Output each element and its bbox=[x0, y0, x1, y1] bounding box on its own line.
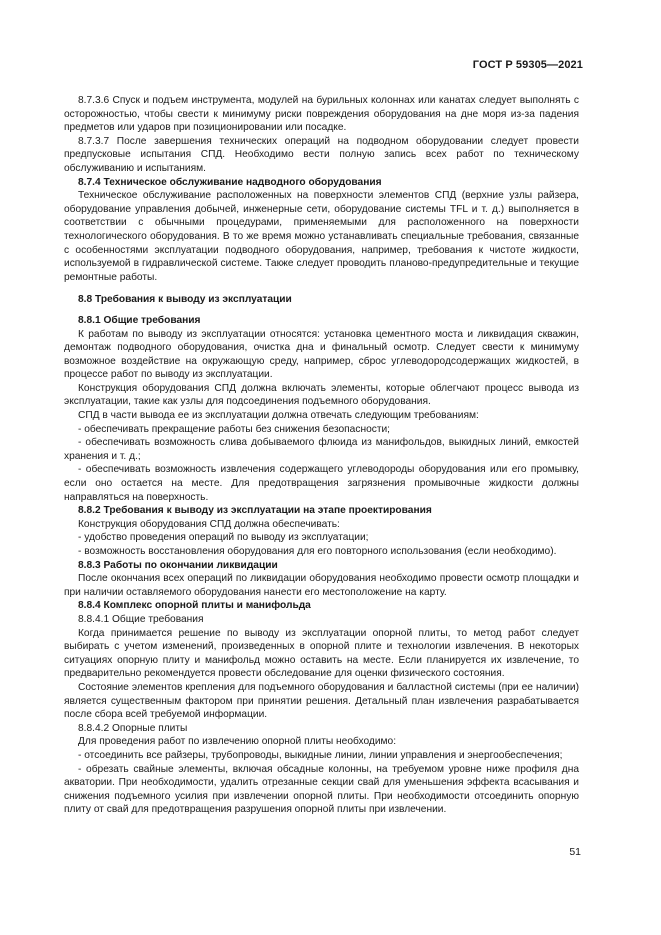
heading-8-8-1: 8.8.1 Общие требования bbox=[78, 314, 201, 326]
list-item: - возможность восстановления оборудования для его повторного использования (если необходимо). bbox=[78, 546, 557, 557]
page-number: 51 bbox=[569, 846, 581, 858]
list-item: - отсоединить все райзеры, трубопроводы, выкидные линии, линии управления и энергообеспечения; bbox=[78, 749, 563, 761]
page-body bbox=[64, 94, 579, 817]
heading-8-8-4: 8.8.4 Комплекс опорной плиты и манифольда bbox=[78, 600, 311, 612]
paragraph-requirements-intro: СПД в части вывода ее из эксплуатации должна отвечать следующим требованиям: bbox=[78, 410, 479, 422]
paragraph-after-liquidation: После окончания всех операций по ликвидации оборудования необходимо провести осмотр площадки и при наличии оставляемого оборудования нанести его местоположение на карту. bbox=[64, 573, 579, 598]
paragraph-baseplate-removal-intro: Для проведения работ по извлечению опорной плиты необходимо: bbox=[78, 736, 397, 748]
document-standard-number: ГОСТ Р 59305—2021 bbox=[472, 59, 583, 71]
list-item: - обрезать свайные элементы, включая обсадные колонны, на требуемом уровне ниже профиля дна акватории. При необходимости, удалить отрезанные секции свай для уменьшения эффекта всасывания и снижения подъемного усилия при извлечении опорной плиты. При необходимости отсоединить опорную плиту от свай для предотвращения разрушения опорной плиты при извлечении. bbox=[64, 763, 579, 816]
paragraph-design-elements: Конструкция оборудования СПД должна включать элементы, которые облегчают процесс вывода из эксплуатации, такие как узлы для подсоединения подъемного оборудования. bbox=[64, 382, 579, 408]
paragraph-design-must-provide: Конструкция оборудования СПД должна обеспечивать: bbox=[78, 518, 340, 530]
list-item: - удобство проведения операций по выводу из эксплуатации; bbox=[78, 532, 369, 544]
heading-8-7-4: 8.7.4 Техническое обслуживание надводного оборудования bbox=[78, 176, 382, 188]
paragraph-decommissioning-works: К работам по выводу из эксплуатации относятся: установка цементного моста и ликвидация скважин, демонтаж подводного оборудования, очистка дна и финальный осмотр. Следует свести к минимуму возможное воздействие на окружающую среду, например, сброс углеводородсодержащих жидкостей, в процессе работ по выводу из эксплуатации. bbox=[64, 328, 579, 381]
paragraph-8-7-3-7: 8.7.3.7 После завершения технических операций на подводном оборудовании следует провести предпусковые испытания СПД. Необходимо вести полную запись всех работ по техническому обслуживанию и испытаниям. bbox=[64, 135, 579, 174]
heading-8-8-2: 8.8.2 Требования к выводу из эксплуатации на этапе проектирования bbox=[78, 505, 432, 517]
list-item: - обеспечивать возможность извлечения содержащего углеводороды оборудования или его промывку, если оно остается на месте. Для предотвращения загрязнения промывочные жидкости должны направляться на поверхность. bbox=[64, 464, 579, 503]
list-item: - обеспечивать возможность слива добываемого флюида из манифольдов, выкидных линий, емкостей хранения и т. д.; bbox=[64, 437, 579, 462]
paragraph-attachment-condition: Состояние элементов крепления для подъемного оборудования и балластной системы (при ее наличии) является существенным фактором при принятии решения. Детальный план извлечения разрабатывается после сбора всей требуемой информации. bbox=[64, 681, 579, 721]
heading-8-8-4-2: 8.8.4.2 Опорные плиты bbox=[78, 722, 188, 734]
paragraph-surface-maintenance: Техническое обслуживание расположенных на поверхности элементов СПД (верхние узлы райзера, оборудование управления добычей, инженерные сети, оборудование системы TFL и т. д.) выполняется в соответствии с обычными процедурами, применяемыми для расположенного на поверхности технологического оборудования. В то же время можно устанавливать специальные требования, связанные с особенностями эксплуатации подводного оборудования, например, требования к чистоте жидкости, используемой в гидравлической системе. Также следует проводить планово-предупредительные и текущие ремонтные работы. bbox=[64, 190, 579, 283]
paragraph-8-7-3-6: 8.7.3.6 Спуск и подъем инструмента, модулей на бурильных колоннах или канатах следует выполнять с осторожностью, чтобы свести к минимуму риски повреждения оборудования на дне моря из-за падения предметов или ударов при позиционировании или посадке. bbox=[64, 95, 579, 134]
heading-8-8-3: 8.8.3 Работы по окончании ликвидации bbox=[78, 559, 278, 571]
heading-8-8: 8.8 Требования к выводу из эксплуатации bbox=[78, 294, 292, 306]
list-item: - обеспечивать прекращение работы без снижения безопасности; bbox=[78, 423, 391, 435]
paragraph-baseplate-decision: Когда принимается решение по выводу из эксплуатации опорной плиты, то метод работ следует выбирать с учетом изменений, произведенных в опорной плите и технологии извлечения. В некоторых ситуациях опорную плиту и манифольд можно оставить на месте. Если планируется их извлечение, то предварительно рекомендуется провести обследование для оценки физического состояния. bbox=[64, 627, 579, 680]
heading-8-8-4-1: 8.8.4.1 Общие требования bbox=[78, 613, 204, 625]
